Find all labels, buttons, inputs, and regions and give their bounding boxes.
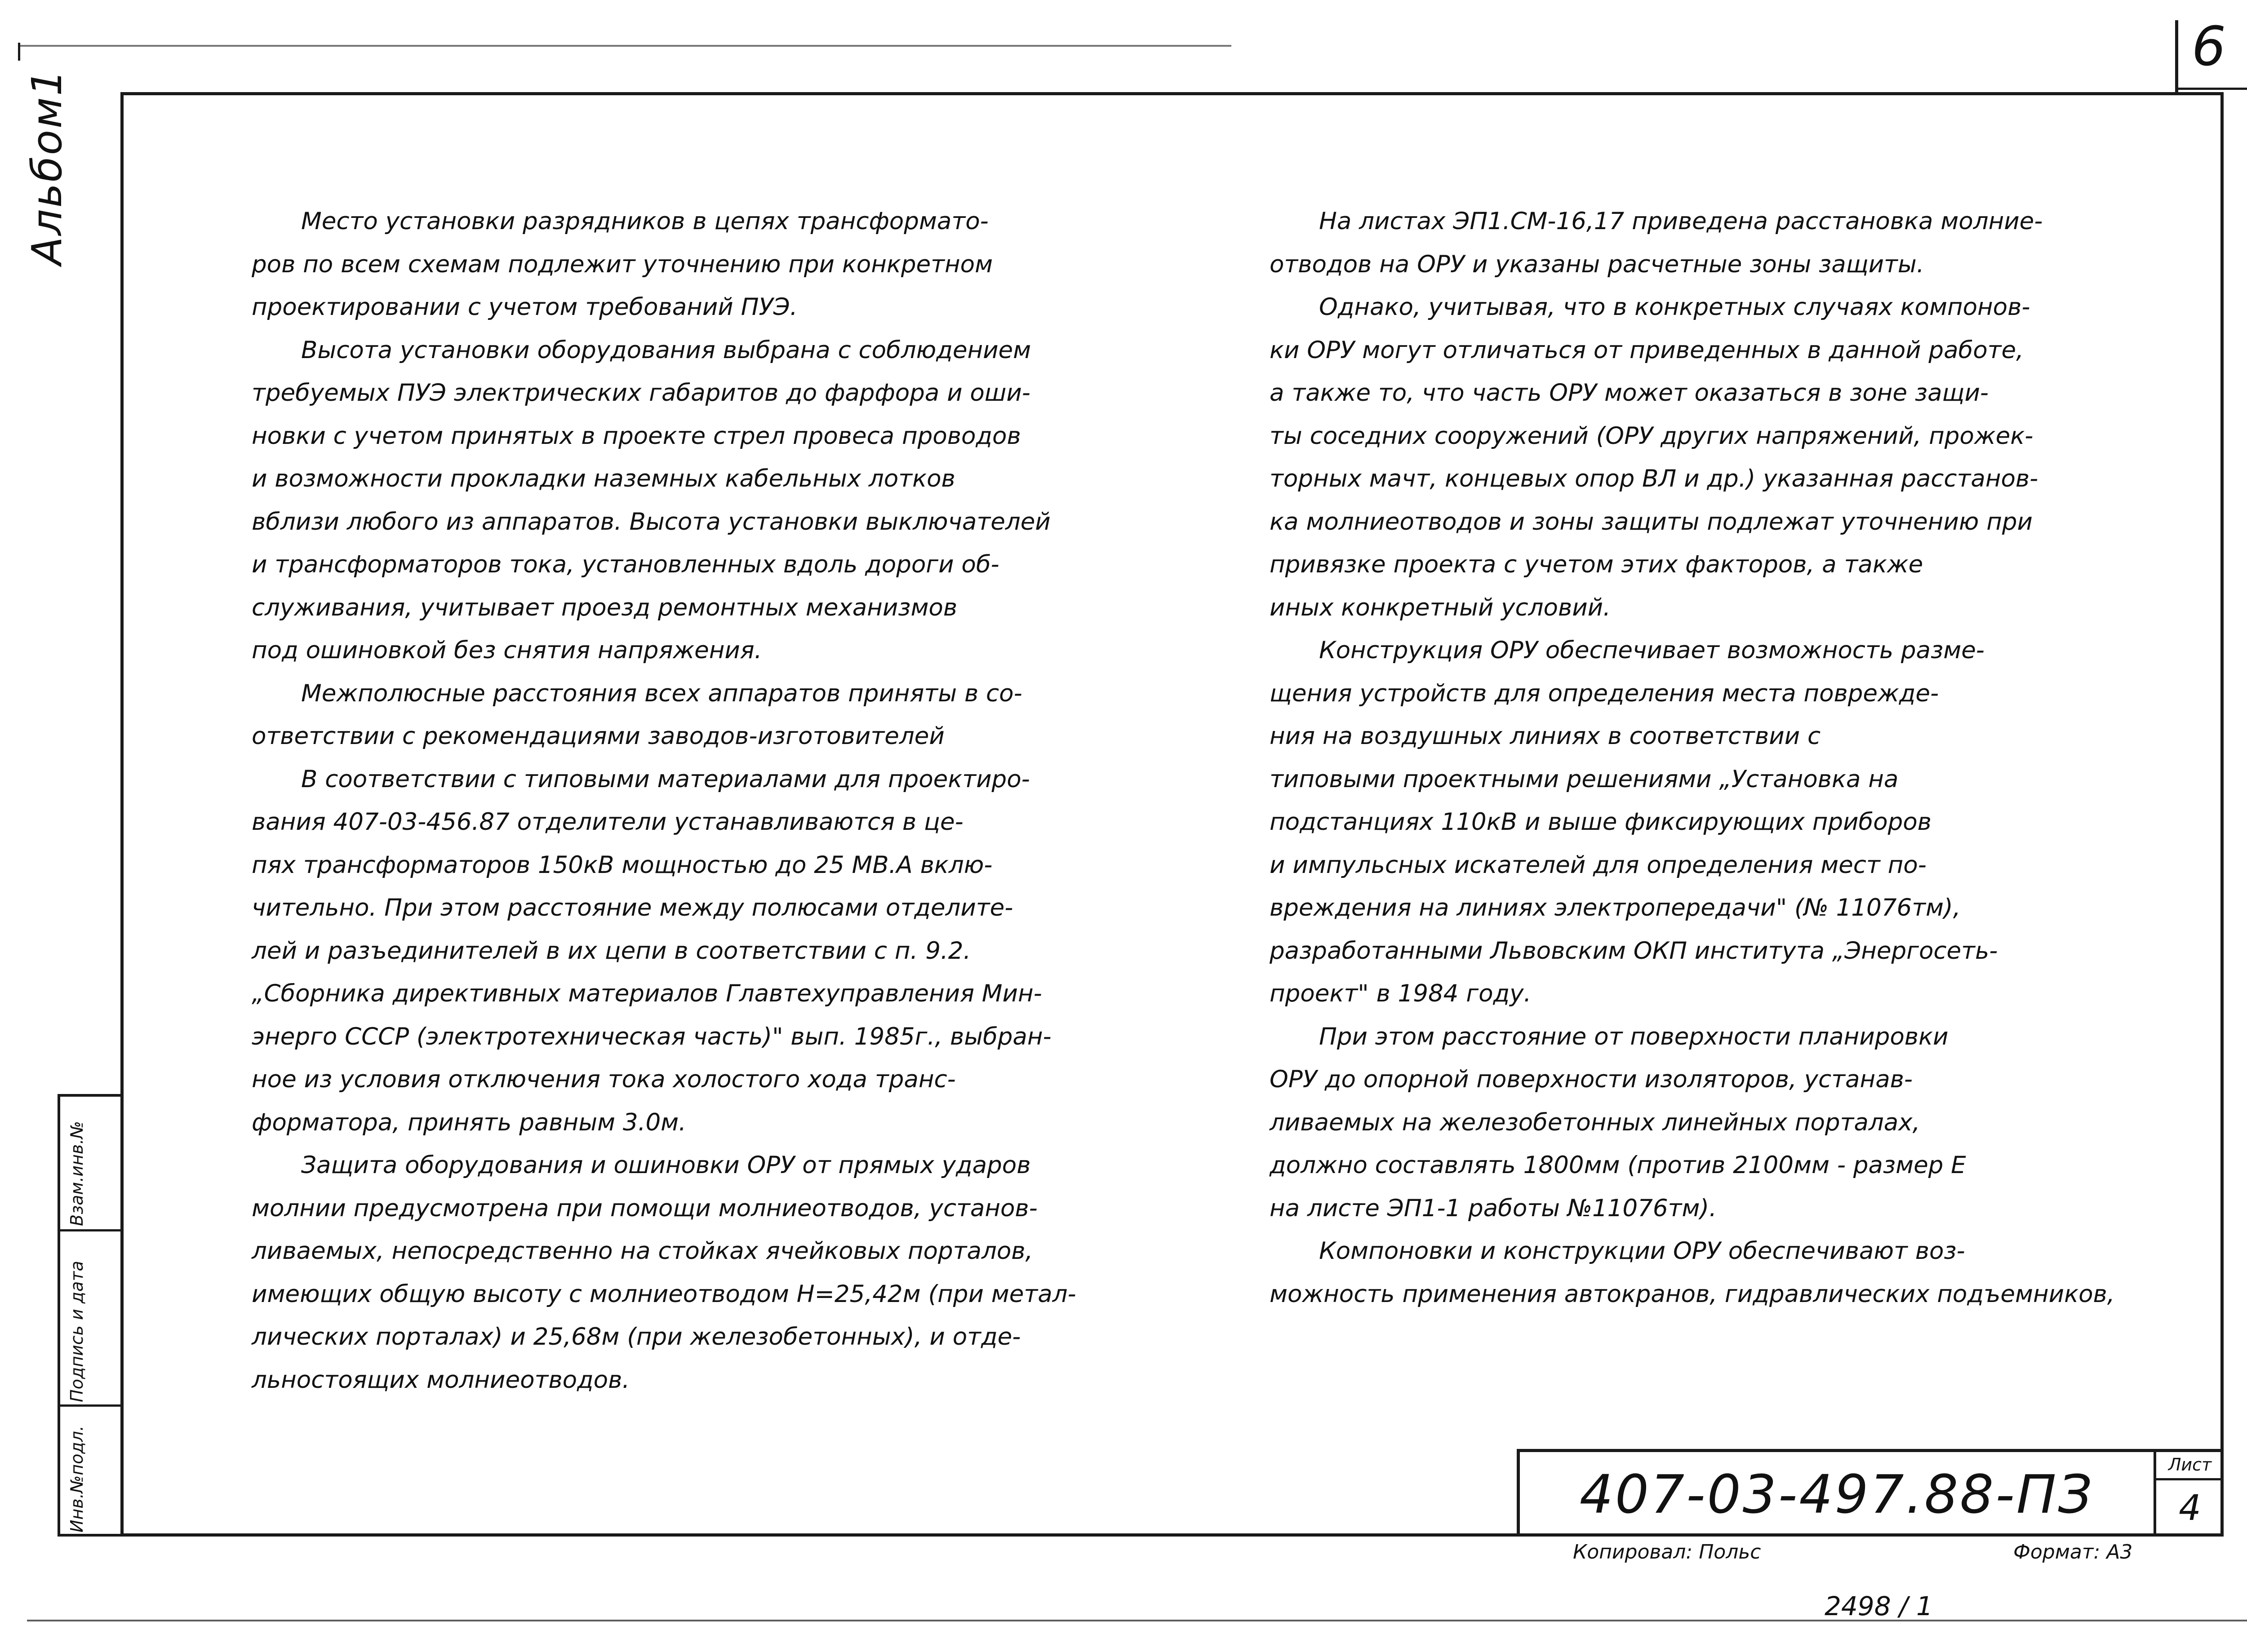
right-text-column bbox=[1270, 200, 2186, 1315]
text-line: ты соседних сооружений (ОРУ других напряжений, прожек- bbox=[1270, 422, 2034, 450]
text-line: чительно. При этом расстояние между полюсами отделите- bbox=[252, 894, 1013, 921]
sheet-label: Лист bbox=[2156, 1452, 2224, 1480]
text-line: ния на воздушных линиях в соответствии с bbox=[1270, 722, 1821, 750]
text-line: и возможности прокладки наземных кабельных лотков bbox=[252, 465, 955, 492]
paper-format: Формат: А3 bbox=[2013, 1541, 2133, 1563]
text-line: ливаемых на железобетонных линейных порталах, bbox=[1270, 1108, 1920, 1136]
text-line: ров по всем схемам подлежит уточнению при конкретном bbox=[252, 250, 993, 278]
text-line: вблизи любого из аппаратов. Высота установки выключателей bbox=[252, 508, 1051, 536]
text-line: должно составлять 1800мм (против 2100мм - размер Е bbox=[1270, 1152, 1966, 1179]
text-line: льностоящих молниеотводов. bbox=[252, 1366, 630, 1394]
text-line: форматора, принять равным 3.0м. bbox=[252, 1108, 686, 1136]
left-text-column bbox=[252, 200, 1150, 1401]
sheet-number: 4 bbox=[2179, 1488, 2201, 1528]
text-line: подстанциях 110кВ и выше фиксирующих приборов bbox=[1270, 808, 1932, 836]
text-line: требуемых ПУЭ электрических габаритов до фарфора и оши- bbox=[252, 379, 1030, 407]
album-label: Альбом1 bbox=[23, 68, 71, 265]
document-code: 407-03-497.88-ПЗ bbox=[1579, 1463, 2094, 1525]
text-line: щения устройств для определения места поврежде- bbox=[1270, 679, 1939, 707]
text-line: ное из условия отключения тока холостого хода транс- bbox=[252, 1066, 956, 1093]
text-line: На листах ЭП1.СМ-16,17 приведена расстановка молние- bbox=[1319, 208, 2043, 235]
text-line: на листе ЭП1-1 работы №11076тм). bbox=[1270, 1194, 1717, 1222]
text-line: ка молниеотводов и зоны защиты подлежат уточнению при bbox=[1270, 508, 2033, 536]
text-line: проект" в 1984 году. bbox=[1270, 980, 1532, 1007]
text-line: отводов на ОРУ и указаны расчетные зоны защиты. bbox=[1270, 250, 1924, 278]
text-line: вания 407-03-456.87 отделители устанавливаются в це- bbox=[252, 808, 964, 836]
stamp-cell-inv-original bbox=[60, 1407, 120, 1537]
title-block bbox=[1517, 1449, 2224, 1537]
text-line: а также то, что часть ОРУ может оказаться в зоне защи- bbox=[1270, 379, 1989, 407]
copied-by: Копировал: Польс bbox=[1573, 1541, 1761, 1563]
stamp-label-inv-original: Инв.№подл. bbox=[67, 1425, 87, 1532]
text-line: Высота установки оборудования выбрана с соблюдением bbox=[301, 336, 1031, 364]
text-line: Место установки разрядников в цепях трансформато- bbox=[301, 208, 989, 235]
text-line: При этом расстояние от поверхности планировки bbox=[1319, 1023, 1949, 1050]
text-line: „Сборника директивных материалов Главтехуправления Мин- bbox=[252, 980, 1042, 1007]
text-line: служивания, учитывает проезд ремонтных механизмов bbox=[252, 593, 958, 621]
text-line: пях трансформаторов 150кВ мощностью до 25 МВ.А вклю- bbox=[252, 851, 993, 879]
approval-stamp-strip bbox=[58, 1094, 120, 1537]
stamp-cell-replace-inv bbox=[60, 1097, 120, 1231]
text-line: и трансформаторов тока, установленных вдоль дороги об- bbox=[252, 551, 999, 578]
text-line: под ошиновкой без снятия напряжения. bbox=[252, 637, 762, 664]
stamp-cell-signature-date bbox=[60, 1231, 120, 1407]
text-line: Компоновки и конструкции ОРУ обеспечивают воз- bbox=[1319, 1237, 1965, 1265]
text-line: типовыми проектными решениями „Установка на bbox=[1270, 765, 1899, 793]
text-line: ки ОРУ могут отличаться от приведенных в данной работе, bbox=[1270, 336, 2024, 364]
text-line: иных конкретный условий. bbox=[1270, 593, 1611, 621]
text-line: ОРУ до опорной поверхности изоляторов, устанав- bbox=[1270, 1066, 1913, 1093]
text-line: лей и разъединителей в их цепи в соответствии с п. 9.2. bbox=[252, 937, 971, 965]
text-line: энерго СССР (электротехническая часть)" вып. 1985г., выбран- bbox=[252, 1023, 1052, 1050]
text-line: Однако, учитывая, что в конкретных случаях компонов- bbox=[1319, 293, 2030, 321]
text-line: В соответствии с типовыми материалами для проектиро- bbox=[301, 765, 1030, 793]
stamp-label-replace-inv: Взам.инв.№ bbox=[67, 1121, 87, 1226]
text-line: новки с учетом принятых в проекте стрел провеса проводов bbox=[252, 422, 1021, 450]
text-line: торных мачт, концевых опор ВЛ и др.) указанная расстанов- bbox=[1270, 465, 2038, 492]
text-line: разработанными Львовским ОКП института „Энергосеть- bbox=[1270, 937, 1998, 965]
inventory-number: 2498 / 1 bbox=[1825, 1591, 1933, 1621]
text-line: Конструкция ОРУ обеспечивает возможность разме- bbox=[1319, 637, 1985, 664]
text-line: Межполюсные расстояния всех аппаратов приняты в со- bbox=[301, 679, 1022, 707]
page-number-underline bbox=[2177, 88, 2247, 90]
text-line: Защита оборудования и ошиновки ОРУ от прямых ударов bbox=[301, 1152, 1031, 1179]
text-line: проектировании с учетом требований ПУЭ. bbox=[252, 293, 798, 321]
sheet-number-box bbox=[2154, 1452, 2224, 1537]
text-line: вреждения на линиях электропередачи" (№ 11076тм), bbox=[1270, 894, 1961, 921]
text-line: и импульсных искателей для определения мест по- bbox=[1270, 851, 1927, 879]
text-line: можность применения автокранов, гидравлических подъемников, bbox=[1270, 1280, 2115, 1308]
top-left-tick bbox=[18, 43, 20, 61]
text-line: привязке проекта с учетом этих факторов, а также bbox=[1270, 551, 1923, 578]
sheet-corner-number: 6 bbox=[2191, 16, 2226, 78]
text-line: лических порталах) и 25,68м (при железобетонных), и отде- bbox=[252, 1323, 1021, 1351]
text-line: имеющих общую высоту с молниеотводом Н=25,42м (при метал- bbox=[252, 1280, 1076, 1308]
text-line: ливаемых, непосредственно на стойках ячейковых порталов, bbox=[252, 1237, 1033, 1265]
text-line: молнии предусмотрена при помощи молниеотводов, установ- bbox=[252, 1194, 1038, 1222]
text-line: ответствии с рекомендациями заводов-изготовителей bbox=[252, 722, 945, 750]
stamp-label-signature-date: Подпись и дата bbox=[67, 1261, 87, 1402]
top-edge-line bbox=[18, 45, 1231, 47]
